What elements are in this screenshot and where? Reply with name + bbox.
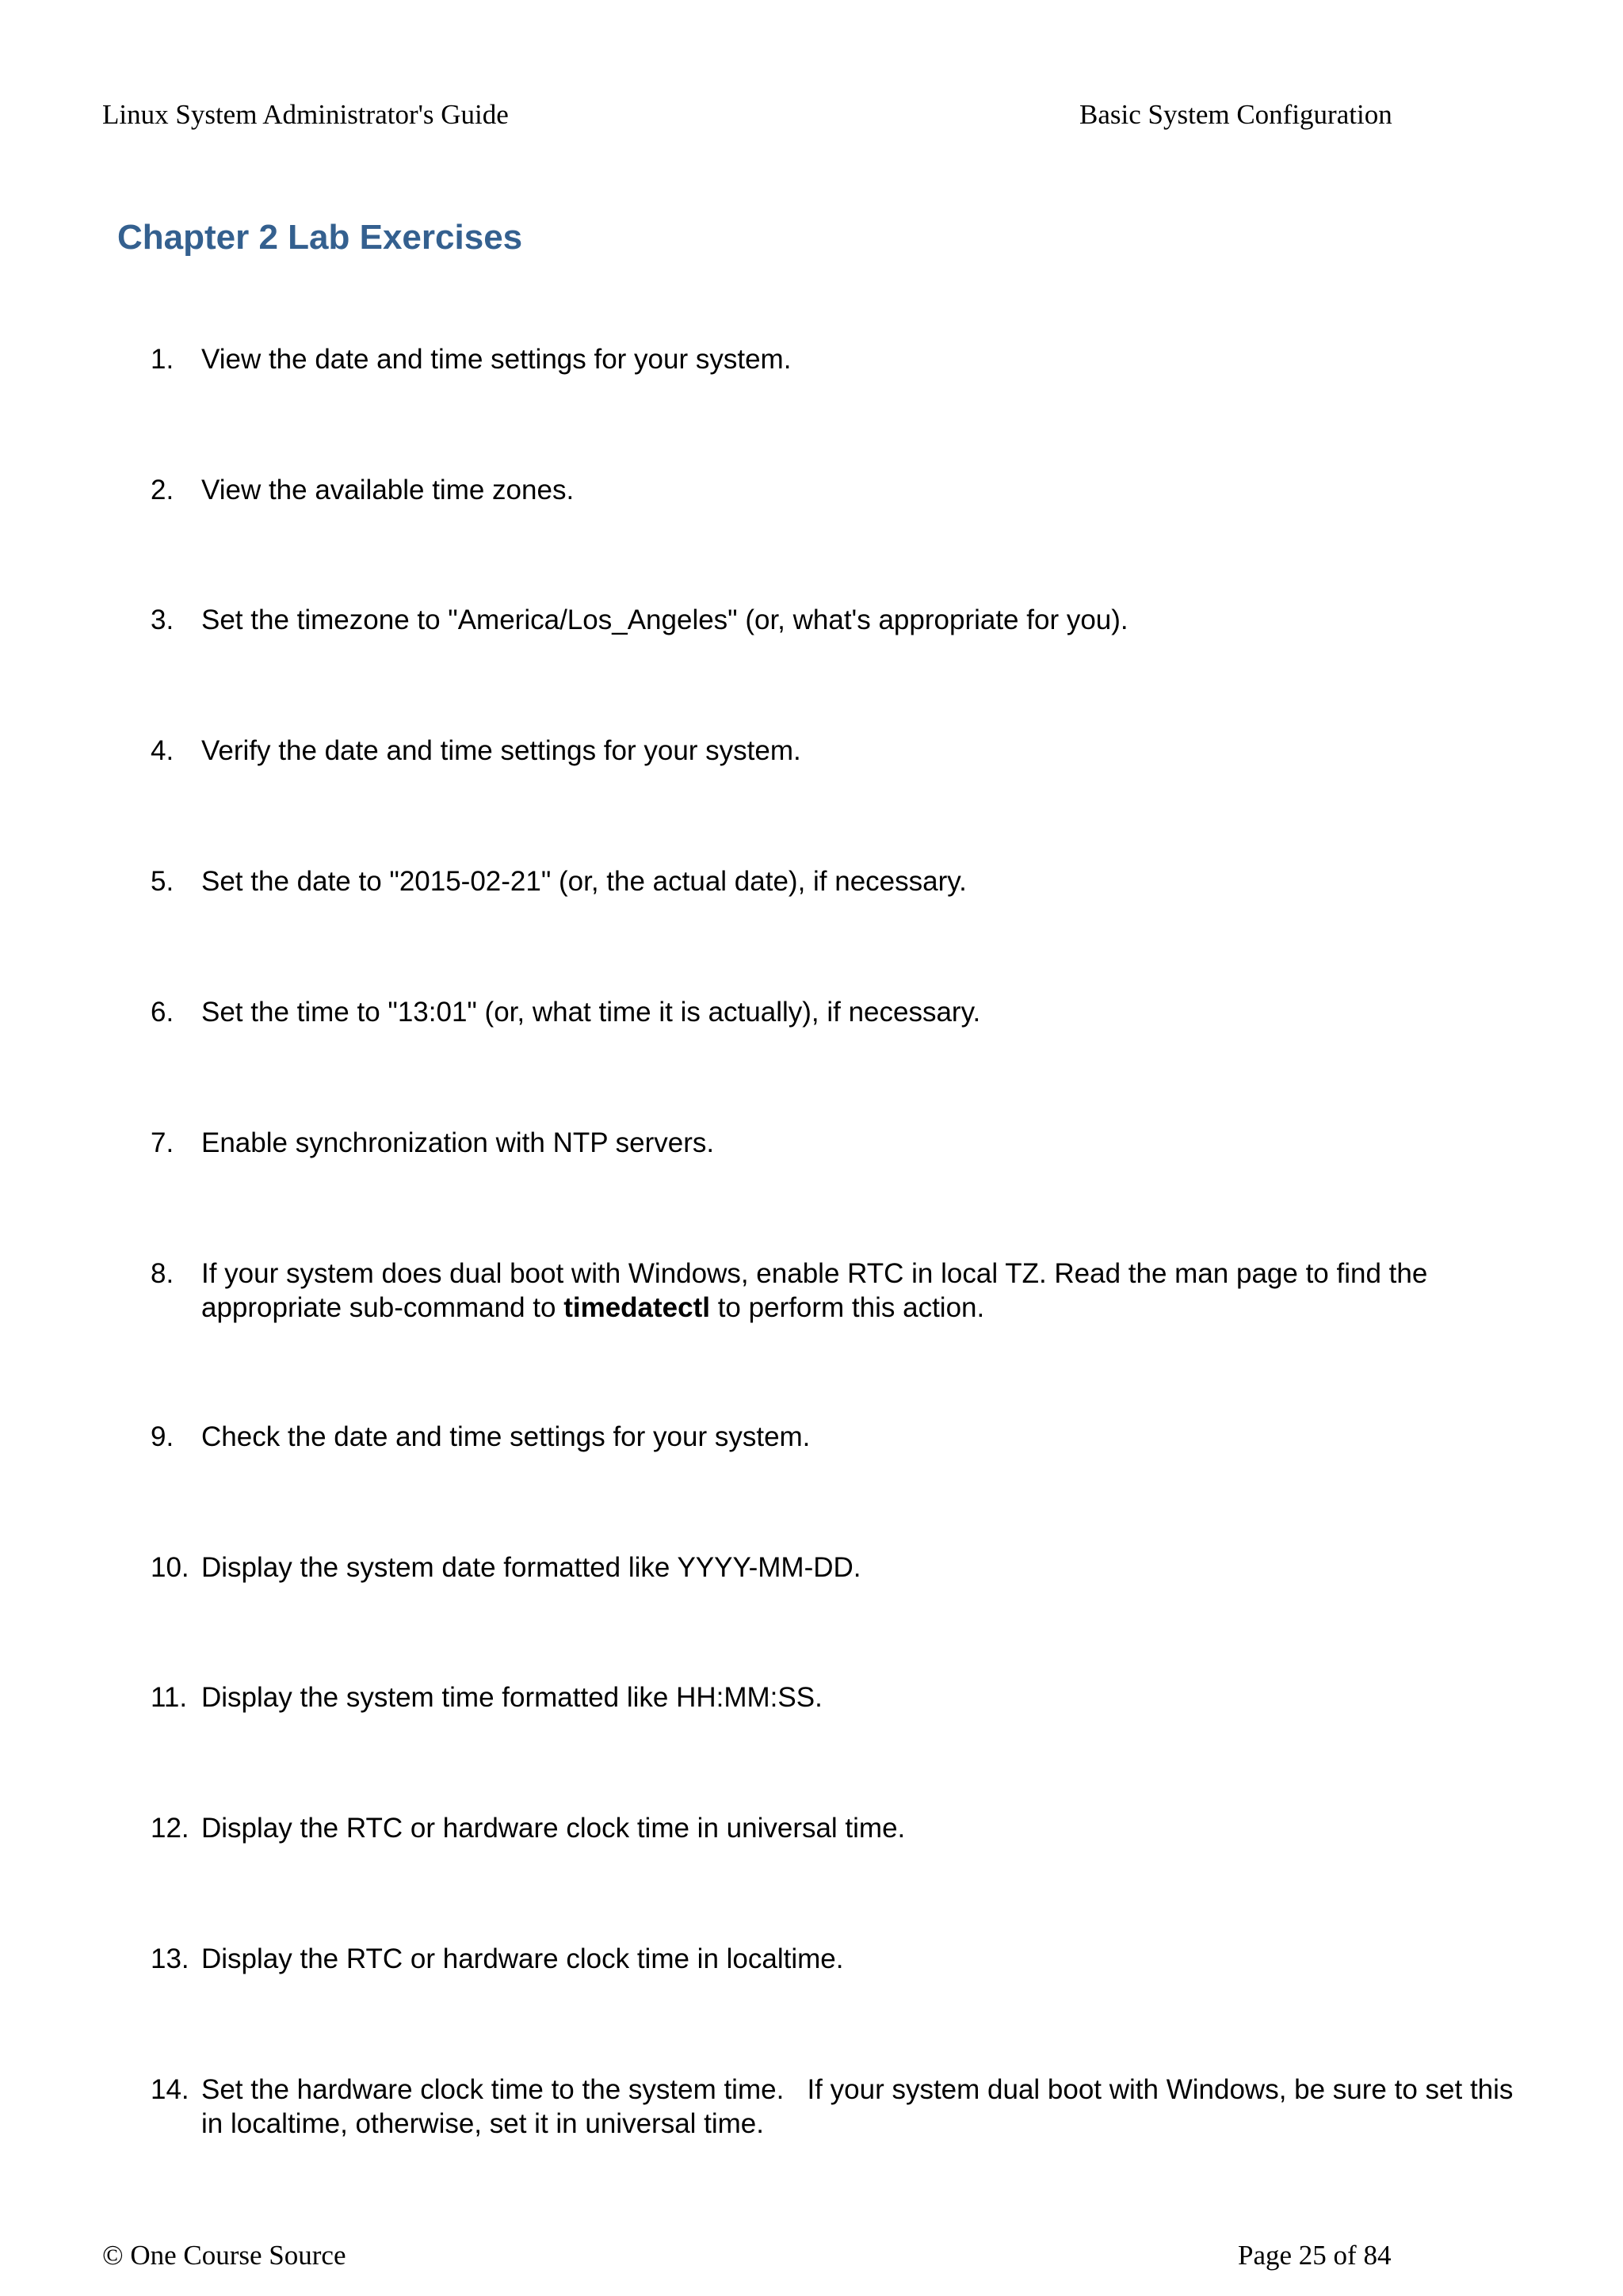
exercise-item-10 (151, 1550, 1529, 1585)
chapter-title: Chapter 2 Lab Exercises (117, 218, 523, 257)
exercise-item-4 (151, 734, 1529, 768)
exercise-item-8 (151, 1257, 1529, 1325)
exercise-item-5 (151, 864, 1529, 898)
exercise-text: Check the date and time settings for your system. (201, 1421, 811, 1452)
exercise-number: 13. (151, 1943, 189, 1974)
exercise-number: 6. (151, 997, 174, 1028)
header-section-title: Basic System Configuration (1079, 99, 1392, 130)
exercise-text: View the date and time settings for your system. (201, 344, 792, 375)
exercise-text: Display the system time formatted like HH:MM:SS. (201, 1682, 823, 1713)
exercise-text-before: If your system does dual boot with Windows, enable RTC in local TZ. Read the man page to find the appropriate sub-command to (201, 1258, 1428, 1323)
exercise-number: 8. (151, 1258, 174, 1289)
exercise-item-1 (151, 342, 1529, 376)
exercise-item-13 (151, 1942, 1529, 1976)
exercise-text: Enable synchronization with NTP servers. (201, 1127, 715, 1158)
exercise-text: Verify the date and time settings for your system. (201, 735, 801, 766)
exercise-text: Set the timezone to "America/Los_Angeles" (or, what's appropriate for you). (201, 605, 1128, 635)
header-guide-title: Linux System Administrator's Guide (102, 99, 509, 130)
exercise-number: 7. (151, 1127, 174, 1158)
exercise-item-12 (151, 1811, 1529, 1845)
exercise-text: Set the hardware clock time to the system time. If your system dual boot with Windows, be sure to set this in localtime, otherwise, set it in universal time. (201, 2074, 1522, 2139)
exercise-text: Display the system date formatted like YYYY-MM-DD. (201, 1552, 861, 1583)
exercise-number: 1. (151, 344, 174, 375)
exercise-number: 14. (151, 2074, 189, 2105)
exercise-item-11 (151, 1680, 1529, 1714)
exercise-item-7 (151, 1126, 1529, 1160)
exercise-item-3 (151, 603, 1529, 637)
exercise-number: 11. (151, 1682, 188, 1713)
exercise-number: 5. (151, 866, 174, 897)
exercise-text: View the available time zones. (201, 475, 575, 505)
exercise-text (201, 1257, 1529, 1325)
exercise-number: 3. (151, 605, 174, 635)
exercise-text-after: to perform this action. (709, 1292, 985, 1323)
exercise-item-14 (151, 2073, 1529, 2141)
exercise-number: 12. (151, 1813, 189, 1844)
exercise-number: 9. (151, 1421, 174, 1452)
exercise-text: Set the date to "2015-02-21" (or, the actual date), if necessary. (201, 866, 967, 897)
exercise-item-9 (151, 1420, 1529, 1454)
exercise-item-2 (151, 473, 1529, 507)
command-name: timedatectl (563, 1292, 710, 1323)
exercise-number: 10. (151, 1552, 189, 1583)
exercise-text: Display the RTC or hardware clock time in universal time. (201, 1813, 906, 1844)
exercise-number: 4. (151, 735, 174, 766)
exercise-item-6 (151, 995, 1529, 1029)
footer-copyright: © One Course Source (102, 2240, 346, 2271)
exercise-number: 2. (151, 475, 174, 505)
footer-page-number: Page 25 of 84 (1238, 2240, 1392, 2271)
exercise-text: Set the time to "13:01" (or, what time it is actually), if necessary. (201, 997, 981, 1028)
exercise-text: Display the RTC or hardware clock time in localtime. (201, 1943, 844, 1974)
